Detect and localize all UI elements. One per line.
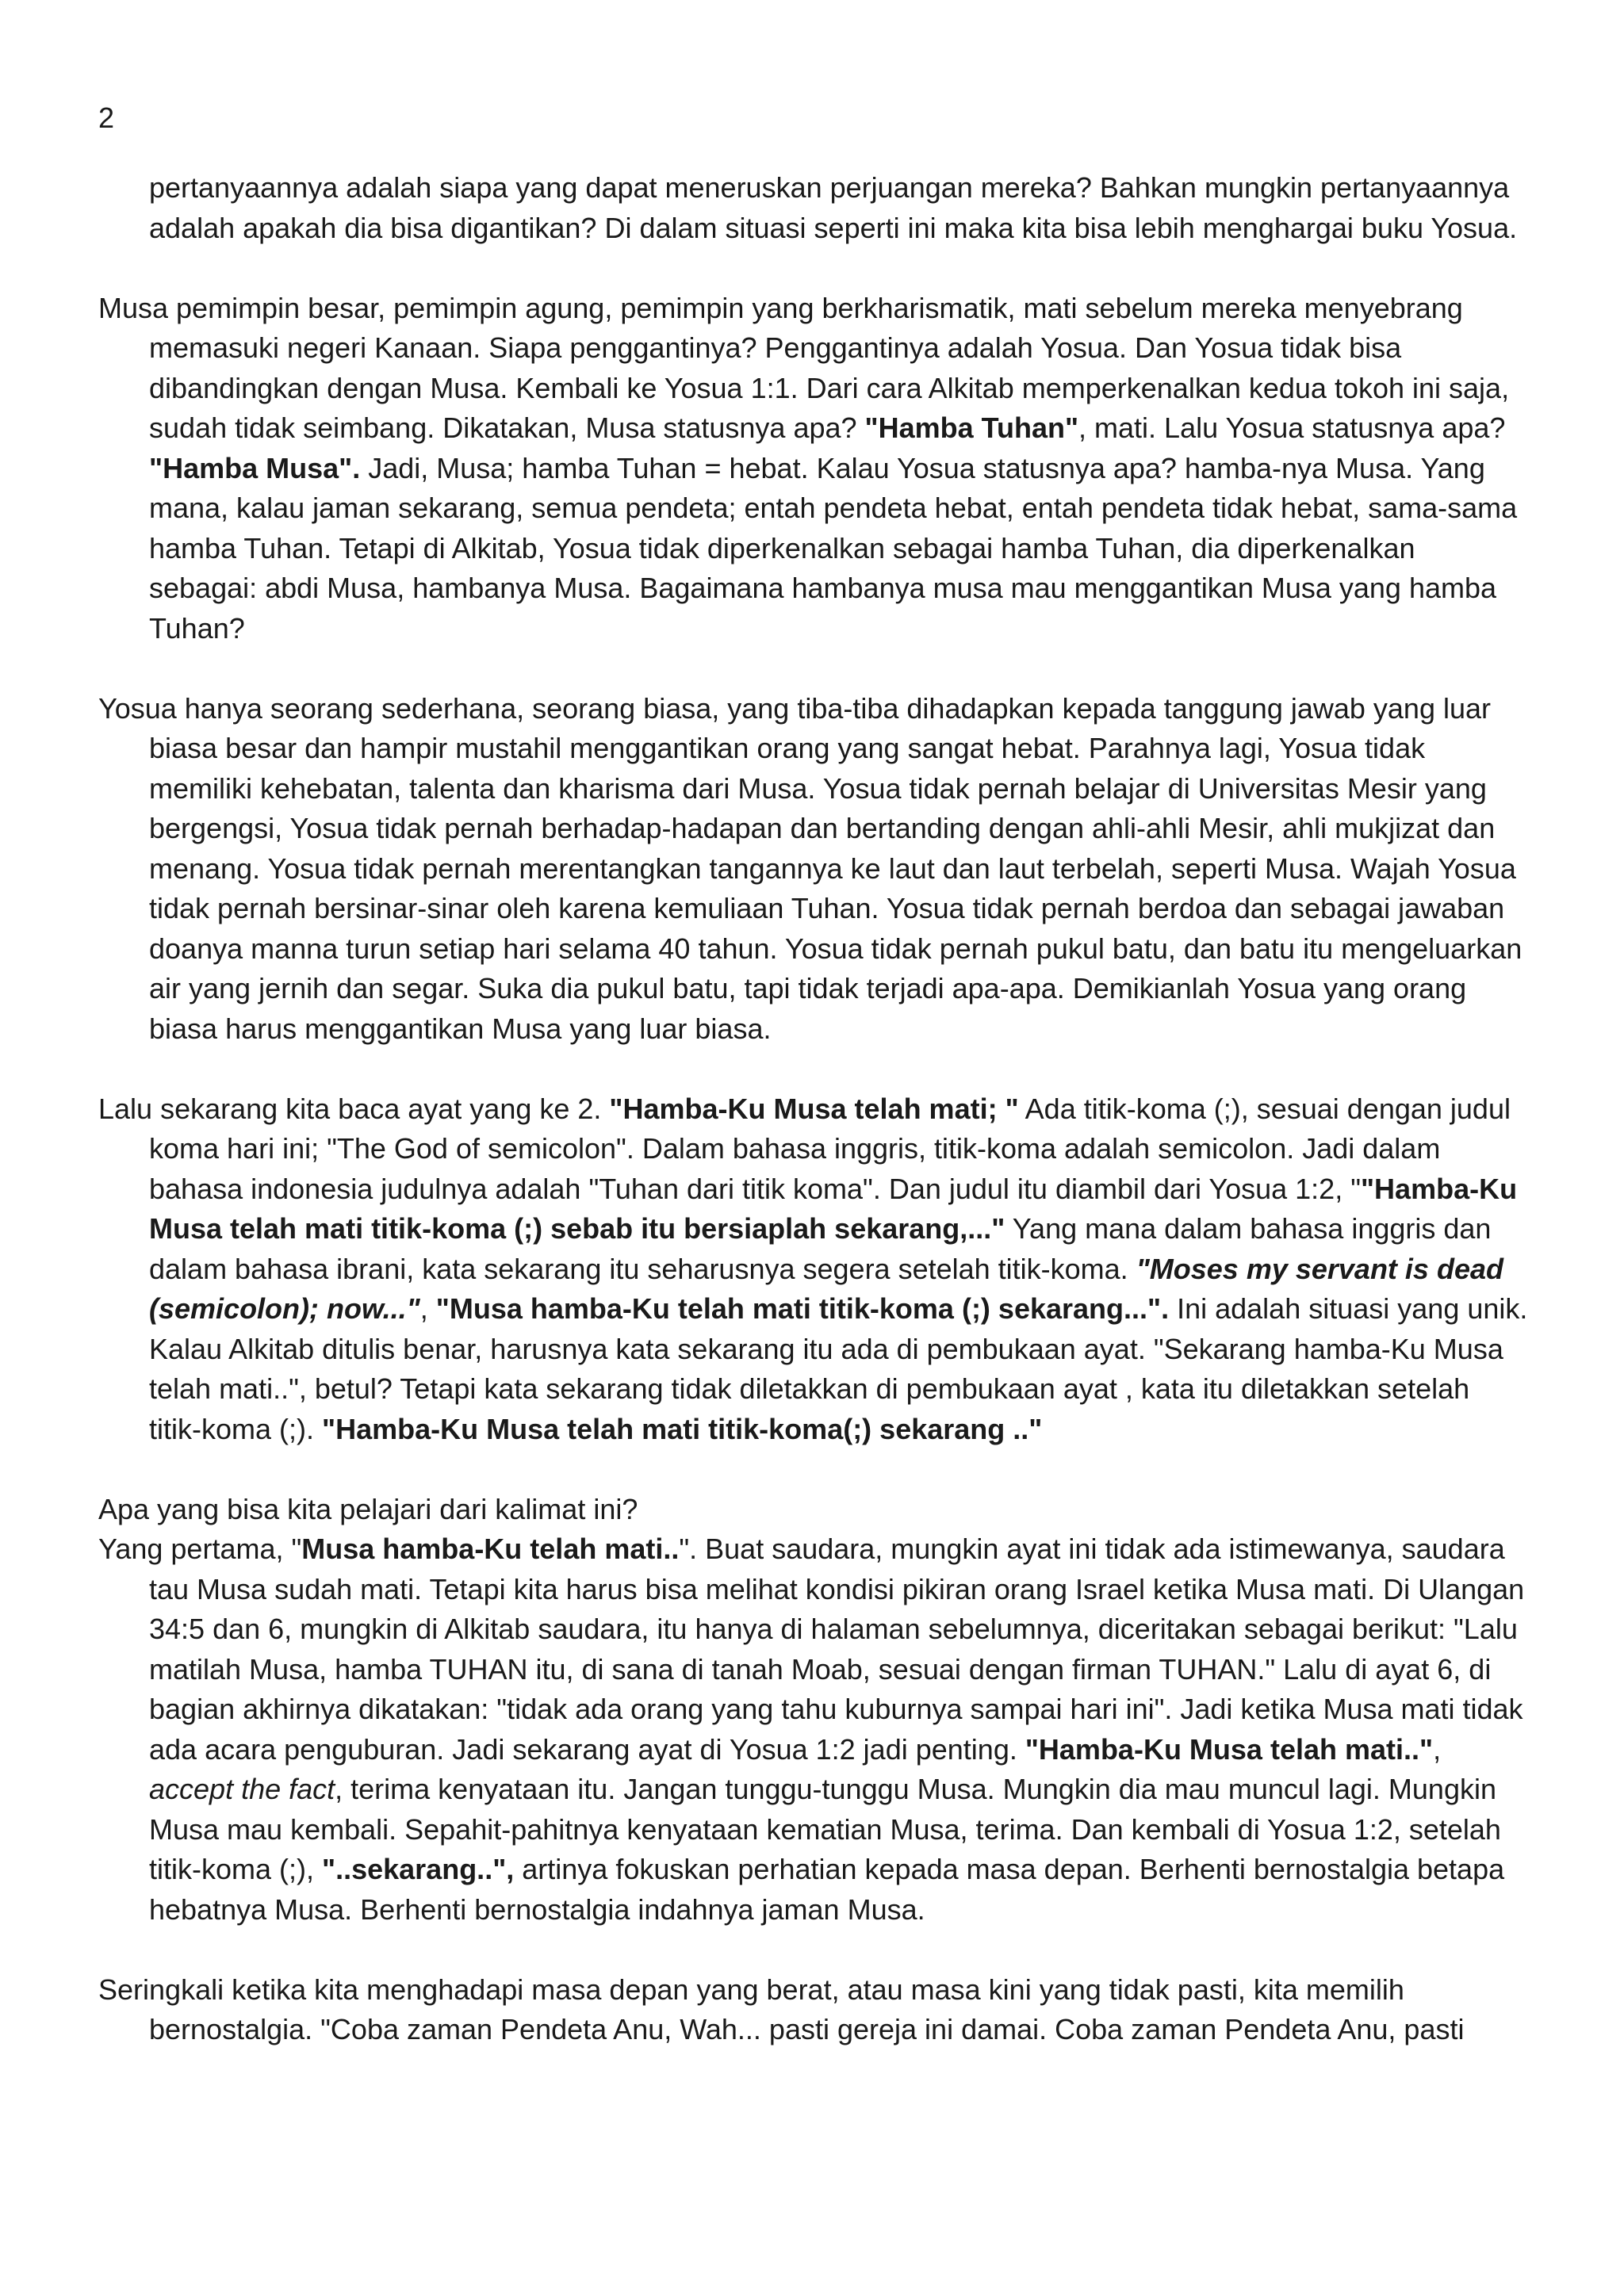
bold-run: "Hamba-Ku Musa telah mati; " bbox=[609, 1092, 1019, 1125]
bold-run: "Hamba-Ku Musa telah mati.." bbox=[1025, 1732, 1434, 1766]
paragraph-yosua-ordinary bbox=[98, 689, 1530, 1050]
paragraph-musa-leader bbox=[98, 289, 1530, 649]
text-run: Seringkali ketika kita menghadapi masa depan yang berat, atau masa kini yang tidak pasti, kita memilih bernostalgia. "Coba zaman Pendeta Anu, Wah... pasti gereja ini damai. Coba zaman Pendeta Anu, pasti bbox=[98, 1973, 1465, 2045]
paragraph-continuation bbox=[98, 168, 1530, 248]
text-run: Jadi, Musa; hamba Tuhan = hebat. Kalau Yosua statusnya apa? hamba-nya Musa. Yang mana, kalau jaman sekarang, semua pendeta; entah pendeta hebat, entah pendeta tidak hebat, sama-sama hamba Tuhan. Tetapi di Alkitab, Yosua tidak diperkenalkan sebagai hamba Tuhan, dia diperkenalkan sebagai: abdi Musa, hambanya Musa. Bagaimana hambanya musa mau menggantikan Musa yang hamba Tuhan? bbox=[149, 451, 1518, 645]
page-number: 2 bbox=[98, 101, 115, 134]
document-body bbox=[98, 168, 1530, 2050]
text-run: Ada titik-koma (;), sesuai dengan judul koma hari ini; "The God of semicolon". Dalam bahasa inggris, titik-koma adalah semicolon. Jadi dalam bahasa indonesia judulnya adalah "Tuhan dari titik koma". Dan judul itu diambil dari Yosua 1:2, " bbox=[149, 1092, 1511, 1205]
text-run: pertanyaannya adalah siapa yang dapat meneruskan perjuangan mereka? Bahkan mungkin pertanyaannya adalah apakah dia bisa digantikan? Di dalam situasi seperti ini maka kita bisa lebih menghargai buku Yosua. bbox=[149, 171, 1518, 244]
text-run: Yang mana dalam bahasa inggris dan dalam bahasa ibrani, kata sekarang itu seharusnya segera setelah titik-koma. bbox=[149, 1212, 1492, 1285]
text-run: , bbox=[1433, 1732, 1442, 1766]
bold-run: "Hamba-Ku Musa telah mati titik-koma(;) sekarang .." bbox=[322, 1412, 1043, 1445]
paragraph-question bbox=[98, 1490, 1530, 1530]
bold-run: "Hamba-Ku Musa telah mati titik-koma (;) sebab itu bersiaplah sekarang,..." bbox=[149, 1172, 1518, 1245]
text-run: Musa pemimpin besar, pemimpin agung, pemimpin yang berkharismatik, mati sebelum mereka menyebrang memasuki negeri Kanaan. Siapa penggantinya? Penggantinya adalah Yosua. Dan Yosua tidak bisa dibandingkan dengan Musa. Kembali ke Yosua 1:1. Dari cara Alkitab memperkenalkan kedua tokoh ini saja, sudah tidak seimbang. Dikatakan, Musa statusnya apa? bbox=[98, 291, 1510, 444]
bold-run: "..sekarang..", bbox=[322, 1853, 515, 1885]
italic-run: accept the fact bbox=[149, 1773, 335, 1805]
paragraph-first-lesson bbox=[98, 1529, 1530, 1930]
text-run: Apa yang bisa kita pelajari dari kalimat ini? bbox=[98, 1492, 638, 1525]
text-run: Lalu sekarang kita baca ayat yang ke 2. bbox=[98, 1092, 610, 1125]
text-run: , terima kenyataan itu. Jangan tunggu-tunggu Musa. Mungkin dia mau muncul lagi. Mungkin Musa mau kembali. Sepahit-pahitnya kenyataan kematian Musa, terima. Dan kembali di Yosua 1:2, setelah titik-koma (;), bbox=[149, 1773, 1501, 1885]
bold-run: "Hamba Musa". bbox=[149, 451, 361, 484]
text-run: , mati. Lalu Yosua statusnya apa? bbox=[1078, 411, 1506, 444]
bold-run: "Musa hamba-Ku telah mati titik-koma (;) sekarang...". bbox=[435, 1292, 1170, 1325]
bold-run: Musa hamba-Ku telah mati.. bbox=[301, 1533, 680, 1565]
text-run: artinya fokuskan perhatian kepada masa depan. Berhenti bernostalgia betapa hebatnya Musa. Berhenti bernostalgia indahnya jaman Musa. bbox=[149, 1853, 1505, 1926]
text-run: Yang pertama, " bbox=[98, 1533, 302, 1565]
emphasis-text: "Moses my servant is dead (semicolon); now..." bbox=[149, 1252, 1503, 1325]
paragraph-verse-two bbox=[98, 1089, 1530, 1450]
text-run: Ini adalah situasi yang unik. Kalau Alkitab ditulis benar, harusnya kata sekarang itu ada di pembukaan ayat. "Sekarang hamba-Ku Musa telah mati..", betul? Tetapi kata sekarang tidak diletakkan di pembukaan ayat , kata itu diletakkan setelah titik-koma (;). bbox=[149, 1292, 1528, 1445]
text-run: Yosua hanya seorang sederhana, seorang biasa, yang tiba-tiba dihadapkan kepada tanggung jawab yang luar biasa besar dan hampir mustahil menggantikan orang yang sangat hebat. Parahnya lagi, Yosua tidak memiliki kehebatan, talenta dan kharisma dari Musa. Yosua tidak pernah belajar di Universitas Mesir yang bergengsi, Yosua tidak pernah berhadap-hadapan dan bertanding dengan ahli-ahli Mesir, ahli mukjizat dan menang. Yosua tidak pernah merentangkan tangannya ke laut dan laut terbelah, seperti Musa. Wajah Yosua tidak pernah bersinar-sinar oleh karena kemuliaan Tuhan. Yosua tidak pernah berdoa dan sebagai jawaban doanya manna turun setiap hari selama 40 tahun. Yosua tidak pernah pukul batu, dan batu itu mengeluarkan air yang jernih dan segar. Suka dia pukul batu, tapi tidak terjadi apa-apa. Demikianlah Yosua yang orang biasa harus menggantikan Musa yang luar biasa. bbox=[98, 691, 1522, 1045]
bold-run: "Hamba Tuhan" bbox=[864, 411, 1079, 444]
text-run: , bbox=[419, 1292, 436, 1325]
paragraph-nostalgia bbox=[98, 1970, 1530, 2050]
text-run: ". Buat saudara, mungkin ayat ini tidak ada istimewanya, saudara tau Musa sudah mati. Tetapi kita harus bisa melihat kondisi pikiran orang Israel ketika Musa mati. Di Ulangan 34:5 dan 6, mungkin di Alkitab saudara, itu hanya di halaman sebelumnya, diceritakan sebagai berikut: "Lalu matilah Musa, hamba TUHAN itu, di sana di tanah Moab, sesuai dengan firman TUHAN." Lalu di ayat 6, di bagian akhirnya dikatakan: "tidak ada orang yang tahu kuburnya sampai hari ini". Jadi ketika Musa mati tidak ada acara penguburan. Jadi sekarang ayat di Yosua 1:2 jadi penting. bbox=[149, 1533, 1525, 1766]
